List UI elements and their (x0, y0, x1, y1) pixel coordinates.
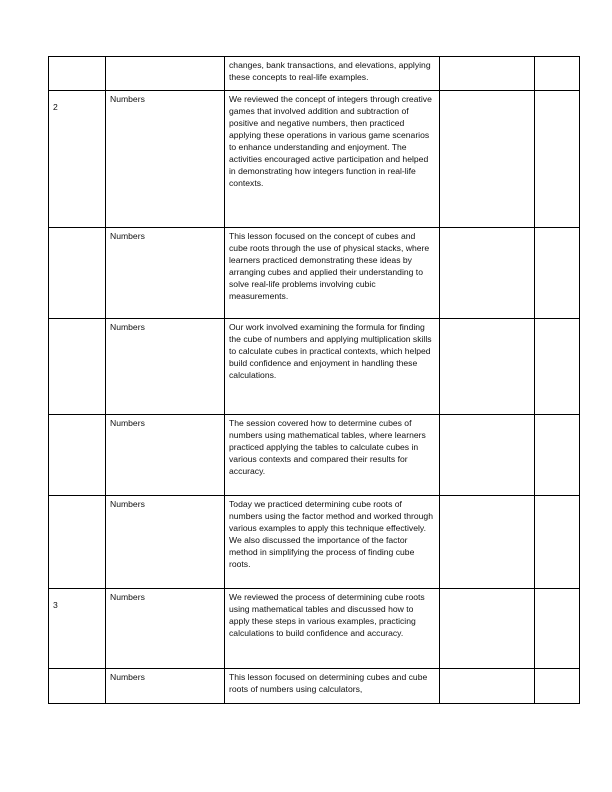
empty-cell (440, 91, 535, 228)
empty-cell (440, 228, 535, 319)
strand-cell: Numbers (106, 228, 225, 319)
description-cell: Today we practiced determining cube roots of numbers using the factor method and worked through various examples to apply this technique effectively. We also discussed the importance of the factor method in simplifying the process of finding cube roots. (225, 496, 440, 589)
empty-cell (535, 57, 580, 91)
empty-cell (535, 589, 580, 669)
strand-cell: Numbers (106, 669, 225, 704)
empty-cell (535, 319, 580, 415)
strand-cell (106, 57, 225, 91)
empty-cell (440, 57, 535, 91)
table-row (49, 228, 580, 319)
description-cell: We reviewed the process of determining cube roots using mathematical tables and discussed how to apply these steps in various examples, practicing calculations to build confidence and accuracy. (225, 589, 440, 669)
week-cell: 2 (49, 91, 106, 228)
table-row (49, 589, 580, 669)
strand-cell: Numbers (106, 91, 225, 228)
description-cell: This lesson focused on determining cubes and cube roots of numbers using calculators, (225, 669, 440, 704)
empty-cell (440, 589, 535, 669)
strand-cell: Numbers (106, 496, 225, 589)
week-cell (49, 415, 106, 496)
description-cell: changes, bank transactions, and elevations, applying these concepts to real-life examples. (225, 57, 440, 91)
lesson-record-table (48, 56, 580, 704)
empty-cell (535, 669, 580, 704)
week-cell: 3 (49, 589, 106, 669)
table-row (49, 496, 580, 589)
table-row (49, 91, 580, 228)
table-row (49, 57, 580, 91)
empty-cell (440, 496, 535, 589)
empty-cell (535, 91, 580, 228)
description-cell: We reviewed the concept of integers through creative games that involved addition and subtraction of positive and negative numbers, then practiced applying these operations in various game scenarios to enhance understanding and enjoyment. The activities encouraged active participation and helped in demonstrating how integers function in real-life contexts. (225, 91, 440, 228)
description-cell: This lesson focused on the concept of cubes and cube roots through the use of physical stacks, where learners practiced demonstrating these ideas by arranging cubes and applied their understanding to solve real-life problems involving cubic measurements. (225, 228, 440, 319)
empty-cell (535, 496, 580, 589)
strand-cell: Numbers (106, 415, 225, 496)
description-cell: The session covered how to determine cubes of numbers using mathematical tables, where learners practiced applying the tables to calculate cubes in various contexts and compared their results for accuracy. (225, 415, 440, 496)
week-cell (49, 228, 106, 319)
empty-cell (440, 319, 535, 415)
table-row (49, 669, 580, 704)
empty-cell (535, 415, 580, 496)
week-cell (49, 57, 106, 91)
week-cell (49, 669, 106, 704)
strand-cell: Numbers (106, 319, 225, 415)
description-cell: Our work involved examining the formula for finding the cube of numbers and applying multiplication skills to calculate cubes in practical contexts, which helped build confidence and enjoyment in handling these calculations. (225, 319, 440, 415)
week-cell (49, 319, 106, 415)
empty-cell (440, 669, 535, 704)
empty-cell (440, 415, 535, 496)
strand-cell: Numbers (106, 589, 225, 669)
empty-cell (535, 228, 580, 319)
table-row (49, 415, 580, 496)
table-row (49, 319, 580, 415)
week-cell (49, 496, 106, 589)
